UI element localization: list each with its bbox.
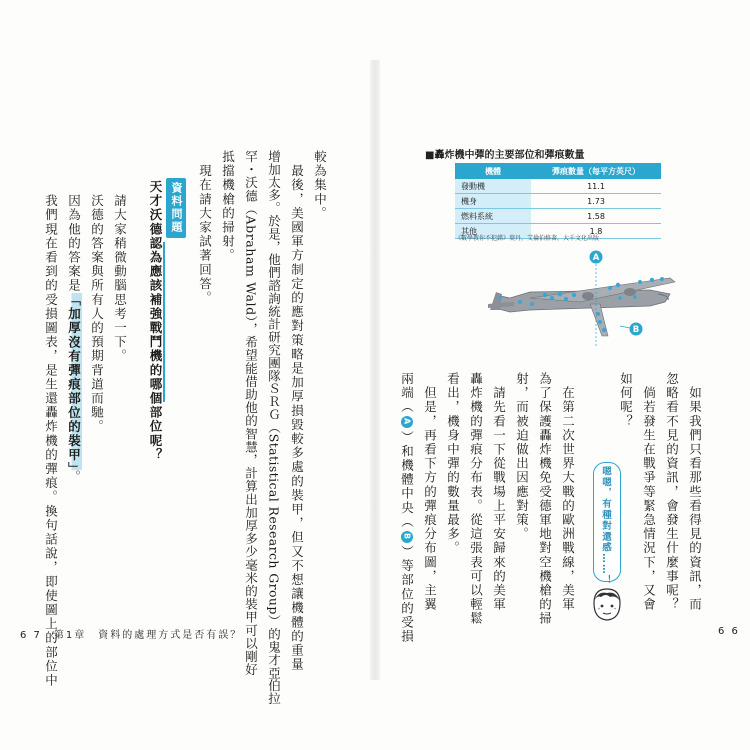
damage-table (455, 163, 661, 239)
table-cell: 機身 (455, 194, 531, 209)
text-column: 請大家稍微動腦思考一下。 (112, 180, 128, 364)
text-column: 抵擋機槍的掃射。 (220, 150, 236, 263)
text-column: 我們現在看到的受損圖表，是生還轟炸機的彈痕。換句話說，即使圖上的部位中 (43, 180, 59, 688)
text-column: 看出，機身中彈的數量最多。 (445, 372, 461, 556)
table-header-row (455, 163, 661, 179)
table-cell: 其他 (455, 224, 531, 239)
table-cell: 1.58 (531, 209, 661, 224)
bomber-diagram (470, 248, 690, 348)
text-column: 在第二次世界大戰的歐洲戰線，美軍 (560, 372, 576, 612)
answer-emphasis: 因為他的答案是「加厚沒有彈痕部位的裝甲」。 (66, 180, 82, 484)
text-column: 倘若發生在戰爭等緊急情況下，又會 (641, 372, 657, 612)
table-row (455, 179, 661, 194)
text-column: 射，而被迫做出因應對策。 (514, 372, 530, 542)
question-tag: 資料問題 (166, 178, 186, 238)
text-column: 如何呢？ (618, 372, 634, 429)
table-source: 《數學教你不犯錯》葉丹，艾倫伯格著，大千文化出版 (455, 235, 600, 242)
text-column: 但是，再看下方的彈痕分布圖，主翼 (422, 372, 438, 612)
highlighted-answer: 「加厚沒有彈痕部位的裝甲」 (66, 292, 82, 470)
text-column: 沃德的答案與所有人的預期背道而馳。 (89, 180, 105, 434)
table-cell: 1.8 (531, 224, 661, 239)
bomber-plane-icon (488, 264, 675, 346)
table-cell: 燃料系統 (455, 209, 531, 224)
table-row (455, 194, 661, 209)
table-cell: 1.73 (531, 194, 661, 209)
label-b: B (632, 325, 640, 336)
table-cell: 發動機 (455, 179, 531, 194)
text-column: 最後，美國軍方制定的應對策略是加厚損毀較多處的裝甲，但又不想讓機體的重量 (289, 150, 305, 672)
table-title: ■ 轟炸機中彈的主要部位和彈痕數量 (425, 146, 584, 161)
table-row (455, 209, 661, 224)
page-footer-left: 6 7 第1章 資料的處理方式是否有誤？ (20, 630, 243, 641)
text-column-with-marks: 兩端（A）和機體中央（B）等部位的受損 (399, 372, 415, 644)
text-column: 為了保護轟炸機免受德軍地對空機槍的掃 (537, 372, 553, 626)
text-column: 現在請大家試著回答。 (197, 150, 213, 306)
marker-b: B (401, 531, 413, 543)
text-column: 轟炸機的彈痕分布表。從這張表可以輕鬆 (468, 372, 484, 626)
text-column: 請先看一下從戰場上平安歸來的美軍 (491, 372, 507, 612)
page-footer-right: 6 6 (718, 626, 740, 637)
table-cell: 11.1 (531, 179, 661, 194)
text-column: 較為集中。 (312, 150, 328, 221)
character-face-icon (586, 585, 628, 625)
label-a: A (592, 253, 600, 264)
text-column: 如果我們只看那些看得見的資訊，而 (687, 372, 703, 612)
book-gutter (370, 60, 380, 680)
text-column: 忽略看不見的資訊，會發生什麼事呢？ (664, 372, 680, 612)
question-text: 天才沃德認為應該補強戰鬥機的哪個部位呢？ (148, 180, 163, 462)
marker-a: A (401, 416, 413, 428)
text-column: 罕・沃德（Abraham Wald），希望能借助他的智慧，計算出加厚多少毫米的裝甲可以剛好 (243, 150, 259, 677)
table-header: 彈痕數量（每平方英尺） (531, 163, 661, 179)
text-column: 增加太多。於是，他們諮詢統計研究團隊ＳＲＧ（Statistical Research Group）的鬼才亞伯拉 (266, 150, 282, 706)
table-header: 機體 (455, 163, 531, 179)
speech-bubble-text: 嗯嗯，有種對還感……！ (600, 466, 611, 586)
